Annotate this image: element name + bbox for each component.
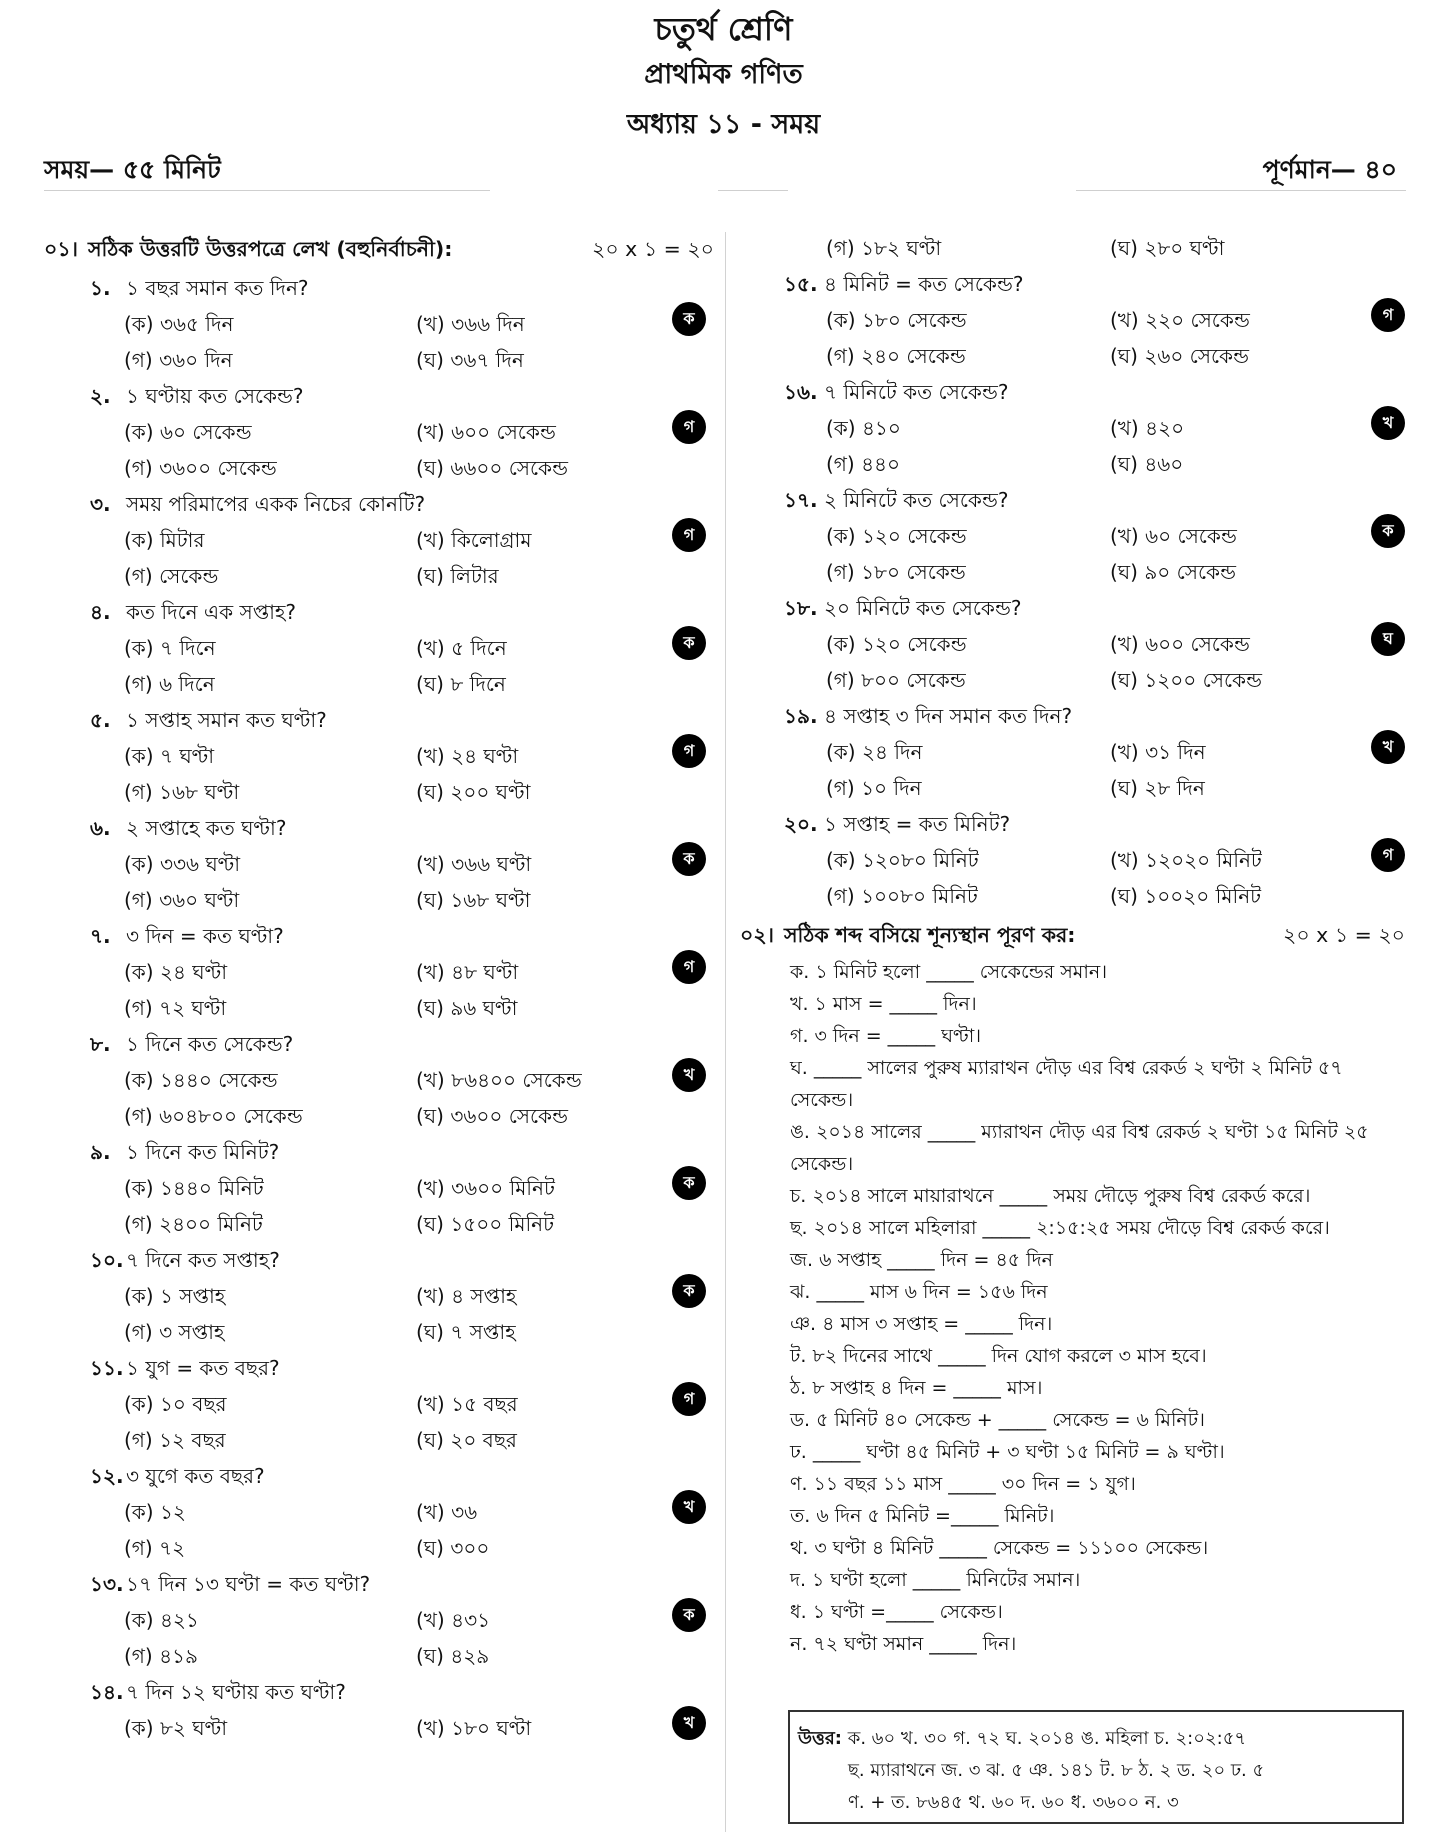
fill-item: ণ. ১১ বছর ১১ মাস _____ ৩০ দিন = ১ যুগ। (790, 1473, 1136, 1495)
option-row (44, 1602, 714, 1638)
option-b[interactable]: (খ) ৪৮ ঘণ্টা (416, 960, 519, 984)
mcq-list-left (44, 270, 714, 1746)
question-text: সময় পরিমাপের একক নিচের কোনটি? (126, 492, 426, 516)
answer-line-3: ণ. + ত. ৮৬৪৫ থ. ৬০ দ. ৬০ ধ. ৩৬০০ ন. ৩ (848, 1792, 1179, 1813)
answer-badge: গ (1371, 298, 1405, 332)
option-c[interactable]: (গ) ৩ সপ্তাহ (124, 1320, 225, 1344)
option-b[interactable]: (খ) ৬০০ সেকেন্ড (416, 420, 556, 444)
fill-item: গ. ৩ দিন = _____ ঘণ্টা। (790, 1025, 982, 1047)
answer-badge: গ (672, 734, 706, 768)
section-marks: ২০ x ১ = ২০ (592, 237, 714, 261)
question-header (740, 698, 1405, 734)
fill-item: ধ. ১ ঘণ্টা =_____ সেকেন্ড। (790, 1601, 1003, 1623)
answer-badge: ক (672, 1166, 706, 1200)
answer-badge: গ (672, 410, 706, 444)
section-number: ০১। (44, 237, 78, 261)
answer-badge: ক (672, 1598, 706, 1632)
fill-item: ঢ. _____ ঘণ্টা ৪৫ মিনিট + ৩ ঘণ্টা ১৫ মিনিট = ৯ ঘণ্টা। (790, 1441, 1225, 1463)
option-a[interactable]: (ক) ১৮০ সেকেন্ড (826, 308, 967, 332)
left-column (44, 230, 714, 1746)
option-row (44, 1062, 714, 1098)
option-row (44, 1098, 714, 1134)
option-a[interactable]: (ক) ১৪৪০ সেকেন্ড (124, 1068, 278, 1092)
option-c[interactable]: (গ) ৬০৪৮০০ সেকেন্ড (124, 1104, 303, 1128)
question-text: ৩ দিন = কত ঘণ্টা? (126, 924, 284, 948)
question-header (740, 806, 1405, 842)
option-a[interactable]: (ক) ২৪ ঘণ্টা (124, 960, 228, 984)
fill-item: খ. ১ মাস = _____ দিন। (790, 993, 977, 1015)
option-c[interactable]: (গ) সেকেন্ড (124, 564, 219, 588)
answer-badge: খ (1371, 730, 1405, 764)
option-row (44, 738, 714, 774)
column-divider (725, 232, 726, 1832)
option-b[interactable]: (খ) ১৫ বছর (416, 1392, 518, 1416)
option-b[interactable]: (খ) ৪২০ (1110, 416, 1185, 440)
option-d[interactable]: (ঘ) ৬৬০০ সেকেন্ড (416, 456, 569, 480)
fill-item: থ. ৩ ঘণ্টা ৪ মিনিট _____ সেকেন্ড = ১১১০০ সেকেন্ড। (790, 1537, 1209, 1559)
option-a[interactable]: (ক) মিটার (124, 528, 205, 552)
option-d[interactable]: (ঘ) ৭ সপ্তাহ (416, 1320, 516, 1344)
question-text: ২০ মিনিটে কত সেকেন্ড? (824, 596, 1022, 620)
answer-badge: খ (672, 1058, 706, 1092)
option-a[interactable]: (ক) ৭ দিনে (124, 636, 216, 660)
option-d[interactable]: (ঘ) ২৮০ ঘণ্টা (1110, 236, 1225, 260)
fill-item: ড. ৫ মিনিট ৪০ সেকেন্ড + _____ সেকেন্ড = ৬ মিনিট। (790, 1409, 1205, 1431)
question-number: ১১. (90, 1356, 124, 1380)
question-header (44, 1674, 714, 1710)
answer-badge: ঘ (1371, 622, 1405, 656)
option-d[interactable]: (ঘ) ২৮ দিন (1110, 776, 1205, 800)
fill-item: ক. ১ মিনিট হলো _____ সেকেন্ডের সমান। (790, 961, 1107, 983)
option-a[interactable]: (ক) ৪২১ (124, 1608, 199, 1632)
answer-badge: ক (672, 302, 706, 336)
fill-item: ঠ. ৮ সপ্তাহ ৪ দিন = _____ মাস। (790, 1377, 1043, 1399)
question-text: ৭ দিনে কত সপ্তাহ? (126, 1248, 280, 1272)
option-row (740, 662, 1405, 698)
option-row (44, 1206, 714, 1242)
option-row (44, 522, 714, 558)
option-c[interactable]: (গ) ৩৬০ দিন (124, 348, 233, 372)
fill-item: ছ. ২০১৪ সালে মহিলারা _____ ২:১৫:২৫ সময় দৌড়ে বিশ্ব রেকর্ড করে। (790, 1217, 1330, 1239)
fill-item: ঙ. ২০১৪ সালের _____ ম্যারাথন দৌড় এর বিশ্ব রেকর্ড ২ ঘণ্টা ১৫ মিনিট ২৫ সেকেন্ড। (790, 1121, 1369, 1175)
question-number: ১৯. (784, 704, 818, 728)
question-number: ১৪. (90, 1680, 124, 1704)
question-text: ৪ সপ্তাহ ৩ দিন সমান কত দিন? (824, 704, 1073, 728)
option-row (44, 342, 714, 378)
question-header (44, 918, 714, 954)
divider-middle (718, 190, 788, 191)
question-number: ১৭. (784, 488, 818, 512)
question-header (44, 378, 714, 414)
option-row (44, 558, 714, 594)
answer-badge: ক (672, 1274, 706, 1308)
question-header (44, 486, 714, 522)
option-c[interactable]: (গ) ৭২ ঘণ্টা (124, 996, 227, 1020)
option-row (44, 450, 714, 486)
option-d[interactable]: (ঘ) ১০০২০ মিনিট (1110, 884, 1262, 908)
option-d[interactable]: (ঘ) ২৬০ সেকেন্ড (1110, 344, 1250, 368)
option-d[interactable]: (ঘ) ৩৬৭ দিন (416, 348, 524, 372)
option-row (740, 842, 1405, 878)
question-number: ৬. (90, 816, 111, 840)
option-d[interactable]: (ঘ) ৩৬০০ সেকেন্ড (416, 1104, 569, 1128)
option-b[interactable]: (খ) ৪৩১ (416, 1608, 491, 1632)
question-text: ১ সপ্তাহ = কত মিনিট? (824, 812, 1011, 836)
option-d[interactable]: (ঘ) ১৫০০ মিনিট (416, 1212, 555, 1236)
option-row (740, 410, 1405, 446)
fill-item: ত. ৬ দিন ৫ মিনিট =_____ মিনিট। (790, 1505, 1055, 1527)
question-number: ১. (90, 276, 111, 300)
question-header (740, 482, 1405, 518)
question-number: ১৮. (784, 596, 818, 620)
question-text: ৩ যুগে কত বছর? (126, 1464, 265, 1488)
option-b[interactable]: (খ) ৩৬৬ দিন (416, 312, 525, 336)
question-number: ৯. (90, 1140, 111, 1164)
question-header (44, 1458, 714, 1494)
option-a[interactable]: (ক) ৪১০ (826, 416, 901, 440)
option-row (44, 1314, 714, 1350)
option-a[interactable]: (ক) ১২০ সেকেন্ড (826, 524, 967, 548)
fill-item: দ. ১ ঘণ্টা হলো _____ মিনিটের সমান। (790, 1569, 1081, 1591)
option-a[interactable]: (ক) ৬০ সেকেন্ড (124, 420, 252, 444)
subject-title: প্রাথমিক গণিত (644, 59, 803, 90)
option-row (44, 1638, 714, 1674)
option-row (44, 1386, 714, 1422)
option-row (740, 626, 1405, 662)
option-row (44, 1494, 714, 1530)
option-a[interactable]: (ক) ১ সপ্তাহ (124, 1284, 226, 1308)
option-d[interactable]: (ঘ) ৯০ সেকেন্ড (1110, 560, 1236, 584)
answer-badge: ক (1371, 514, 1405, 548)
option-b[interactable]: (খ) ৩৬০০ মিনিট (416, 1176, 555, 1200)
fill-item: ঘ. _____ সালের পুরুষ ম্যারাথন দৌড় এর বিশ্ব রেকর্ড ২ ঘণ্টা ২ মিনিট ৫৭ সেকেন্ড। (790, 1057, 1343, 1111)
option-b[interactable]: (খ) ৩৬৬ ঘণ্টা (416, 852, 532, 876)
answer-box (788, 1710, 1404, 1824)
answer-badge: খ (1371, 406, 1405, 440)
fill-item: ন. ৭২ ঘণ্টা সমান _____ দিন। (790, 1633, 1017, 1655)
question-header (44, 1566, 714, 1602)
section-title: সঠিক উত্তরটি উত্তরপত্রে লেখ (বহুনির্বাচনী): (88, 237, 453, 261)
answer-label: উত্তর: (798, 1728, 842, 1749)
fill-item: ঝ. _____ মাস ৬ দিন = ১৫৬ দিন (790, 1281, 1048, 1303)
question-number: ২. (90, 384, 111, 408)
option-row (740, 518, 1405, 554)
question-header (44, 1350, 714, 1386)
question-number: ১৬. (784, 380, 818, 404)
fill-item: ঞ. ৪ মাস ৩ সপ্তাহ = _____ দিন। (790, 1313, 1053, 1335)
question-text: ১ ঘণ্টায় কত সেকেন্ড? (126, 384, 304, 408)
option-row (44, 630, 714, 666)
option-b[interactable]: (খ) ২২০ সেকেন্ড (1110, 308, 1250, 332)
question-header (740, 266, 1405, 302)
option-c[interactable]: (গ) ২৪০ সেকেন্ড (826, 344, 966, 368)
section-number: ০২। (740, 923, 774, 947)
question-number: ১০. (90, 1248, 124, 1272)
fill-section-header (740, 916, 1405, 956)
question-text: কত দিনে এক সপ্তাহ? (126, 600, 297, 624)
answer-badge: খ (672, 1490, 706, 1524)
option-b[interactable]: (খ) ৫ দিনে (416, 636, 507, 660)
option-a[interactable]: (ক) ৩৩৬ ঘণ্টা (124, 852, 241, 876)
option-a[interactable]: (ক) ১২০ সেকেন্ড (826, 632, 967, 656)
option-row (44, 1530, 714, 1566)
right-column (740, 230, 1405, 1660)
option-row (44, 774, 714, 810)
question-number: ৭. (90, 924, 111, 948)
section-title: সঠিক শব্দ বসিয়ে শূন্যস্থান পূরণ কর: (784, 923, 1076, 947)
class-title: চতুর্থ শ্রেণি (654, 10, 793, 48)
answer-badge: খ (672, 1706, 706, 1740)
option-b[interactable]: (খ) ৩৬ (416, 1500, 478, 1524)
question-number: ১২. (90, 1464, 124, 1488)
option-b[interactable]: (খ) ৬০ সেকেন্ড (1110, 524, 1237, 548)
question-number: ৪. (90, 600, 111, 624)
option-a[interactable]: (ক) ২৪ দিন (826, 740, 923, 764)
answer-badge: গ (672, 518, 706, 552)
question-header (44, 594, 714, 630)
option-c[interactable]: (গ) ১৮২ ঘণ্টা (826, 236, 942, 260)
option-row (44, 990, 714, 1026)
question-header (44, 702, 714, 738)
question-number: ৩. (90, 492, 111, 516)
question-header (44, 1134, 714, 1170)
option-b[interactable]: (খ) ২৪ ঘণ্টা (416, 744, 519, 768)
question-header (44, 270, 714, 306)
option-b[interactable]: (খ) ৪ সপ্তাহ (416, 1284, 517, 1308)
question-text: ১ দিনে কত মিনিট? (126, 1140, 280, 1164)
option-row (44, 954, 714, 990)
answer-badge: গ (672, 950, 706, 984)
answer-line-1-text: ক. ৬০ খ. ৩০ গ. ৭২ ঘ. ২০১৪ ঙ. মহিলা চ. ২:০২:৫৭ (847, 1728, 1247, 1749)
section-marks: ২০ x ১ = ২০ (1283, 923, 1405, 947)
question-number: ৫. (90, 708, 111, 732)
fill-item: ট. ৮২ দিনের সাথে _____ দিন যোগ করলে ৩ মাস হবে। (790, 1345, 1207, 1367)
time-label: সময়— ৫৫ মিনিট (44, 155, 221, 184)
option-row (44, 882, 714, 918)
question-header (740, 590, 1405, 626)
question-text: ৭ মিনিটে কত সেকেন্ড? (824, 380, 1009, 404)
option-b[interactable]: (খ) ৮৬৪০০ সেকেন্ড (416, 1068, 582, 1092)
mcq-section-header (44, 230, 714, 270)
option-c[interactable]: (গ) ১৮০ সেকেন্ড (826, 560, 966, 584)
question-header (44, 1026, 714, 1062)
option-row (44, 1170, 714, 1206)
question-header (740, 374, 1405, 410)
option-a[interactable]: (ক) ১৪৪০ মিনিট (124, 1176, 264, 1200)
chapter-title: অধ্যায় ১১ - সময় (626, 109, 821, 140)
option-row (740, 554, 1405, 590)
option-row (740, 338, 1405, 374)
option-row (740, 734, 1405, 770)
question-text: ১ যুগ = কত বছর? (126, 1356, 280, 1380)
option-a[interactable]: (ক) ১২ (124, 1500, 186, 1524)
option-row (740, 446, 1405, 482)
option-row (44, 306, 714, 342)
question-number: ১৫. (784, 272, 818, 296)
option-a[interactable]: (ক) ৮২ ঘণ্টা (124, 1716, 228, 1740)
question-text: ১ বছর সমান কত দিন? (126, 276, 309, 300)
divider-right (1076, 190, 1406, 191)
option-d[interactable]: (ঘ) ১২০০ সেকেন্ড (1110, 668, 1262, 692)
option-a[interactable]: (ক) ৭ ঘণ্টা (124, 744, 215, 768)
option-b[interactable]: (খ) ১৮০ ঘণ্টা (416, 1716, 532, 1740)
option-c[interactable]: (গ) ৩৬০০ সেকেন্ড (124, 456, 277, 480)
option-c[interactable]: (গ) ২৪০০ মিনিট (124, 1212, 263, 1236)
option-d[interactable]: (ঘ) ৮ দিনে (416, 672, 506, 696)
option-row (44, 1278, 714, 1314)
question-number: ৮. (90, 1032, 111, 1056)
option-c[interactable]: (গ) ৪৪০ (826, 452, 901, 476)
mcq-list-right (740, 230, 1405, 914)
question-text: ২ মিনিটে কত সেকেন্ড? (824, 488, 1009, 512)
fill-item: জ. ৬ সপ্তাহ _____ দিন = ৪৫ দিন (790, 1249, 1053, 1271)
divider-left (44, 190, 490, 191)
answer-badge: গ (672, 1382, 706, 1416)
fill-list (740, 956, 1405, 1660)
option-d[interactable]: (ঘ) ২০ বছর (416, 1428, 517, 1452)
option-c[interactable]: (গ) ৩৬০ ঘণ্টা (124, 888, 240, 912)
option-d[interactable]: (ঘ) ৯৬ ঘণ্টা (416, 996, 518, 1020)
question-header (44, 810, 714, 846)
question-text: ২ সপ্তাহে কত ঘণ্টা? (126, 816, 287, 840)
option-d[interactable]: (ঘ) ১৬৮ ঘণ্টা (416, 888, 531, 912)
option-row (44, 666, 714, 702)
option-b[interactable]: (খ) কিলোগ্রাম (416, 528, 532, 552)
option-b[interactable]: (খ) ৩১ দিন (1110, 740, 1206, 764)
answer-badge: ক (672, 626, 706, 660)
fill-item: চ. ২০১৪ সালে মায়ারাথনে _____ সময় দৌড়ে পুরুষ বিশ্ব রেকর্ড করে। (790, 1185, 1311, 1207)
option-b[interactable]: (খ) ১২০২০ মিনিট (1110, 848, 1262, 872)
option-a[interactable]: (ক) ৩৬৫ দিন (124, 312, 234, 336)
option-row (44, 1710, 714, 1746)
question-number: ১৩. (90, 1572, 124, 1596)
answer-line-2: ছ. ম্যারাথনে জ. ৩ ঝ. ৫ ঞ. ১৪১ ট. ৮ ঠ. ২ ড. ২০ ঢ. ৫ (848, 1760, 1265, 1781)
option-d[interactable]: (ঘ) ৪২৯ (416, 1644, 490, 1668)
full-marks-label: পূর্ণমান— ৪০ (1262, 155, 1397, 184)
option-d[interactable]: (ঘ) ৪৬০ (1110, 452, 1184, 476)
option-c[interactable]: (গ) ৪১৯ (124, 1644, 199, 1668)
option-c[interactable]: (গ) ৭২ (124, 1536, 186, 1560)
option-row (740, 770, 1405, 806)
option-row (44, 414, 714, 450)
option-row (44, 1422, 714, 1458)
option-c[interactable]: (গ) ১০০৮০ মিনিট (826, 884, 978, 908)
option-d[interactable]: (ঘ) ২০০ ঘণ্টা (416, 780, 531, 804)
answer-line-1 (798, 1724, 1246, 1755)
question-text: ৭ দিন ১২ ঘণ্টায় কত ঘণ্টা? (126, 1680, 346, 1704)
option-row (740, 230, 1405, 266)
option-c[interactable]: (গ) ১৬৮ ঘণ্টা (124, 780, 240, 804)
option-a[interactable]: (ক) ১০ বছর (124, 1392, 227, 1416)
question-text: ১ সপ্তাহ সমান কত ঘণ্টা? (126, 708, 327, 732)
option-c[interactable]: (গ) ১২ বছর (124, 1428, 226, 1452)
answer-badge: ক (672, 842, 706, 876)
question-number: ২০. (784, 812, 818, 836)
question-text: ১৭ দিন ১৩ ঘণ্টা = কত ঘণ্টা? (126, 1572, 371, 1596)
option-row (740, 302, 1405, 338)
question-text: ১ দিনে কত সেকেন্ড? (126, 1032, 294, 1056)
option-b[interactable]: (খ) ৬০০ সেকেন্ড (1110, 632, 1250, 656)
question-header (44, 1242, 714, 1278)
option-row (740, 878, 1405, 914)
option-a[interactable]: (ক) ১২০৮০ মিনিট (826, 848, 979, 872)
option-c[interactable]: (গ) ৮০০ সেকেন্ড (826, 668, 966, 692)
option-c[interactable]: (গ) ১০ দিন (826, 776, 922, 800)
option-d[interactable]: (ঘ) ৩০০ (416, 1536, 490, 1560)
option-c[interactable]: (গ) ৬ দিনে (124, 672, 215, 696)
option-d[interactable]: (ঘ) লিটার (416, 564, 499, 588)
option-row (44, 846, 714, 882)
answer-badge: গ (1371, 838, 1405, 872)
question-text: ৪ মিনিট = কত সেকেন্ড? (824, 272, 1024, 296)
